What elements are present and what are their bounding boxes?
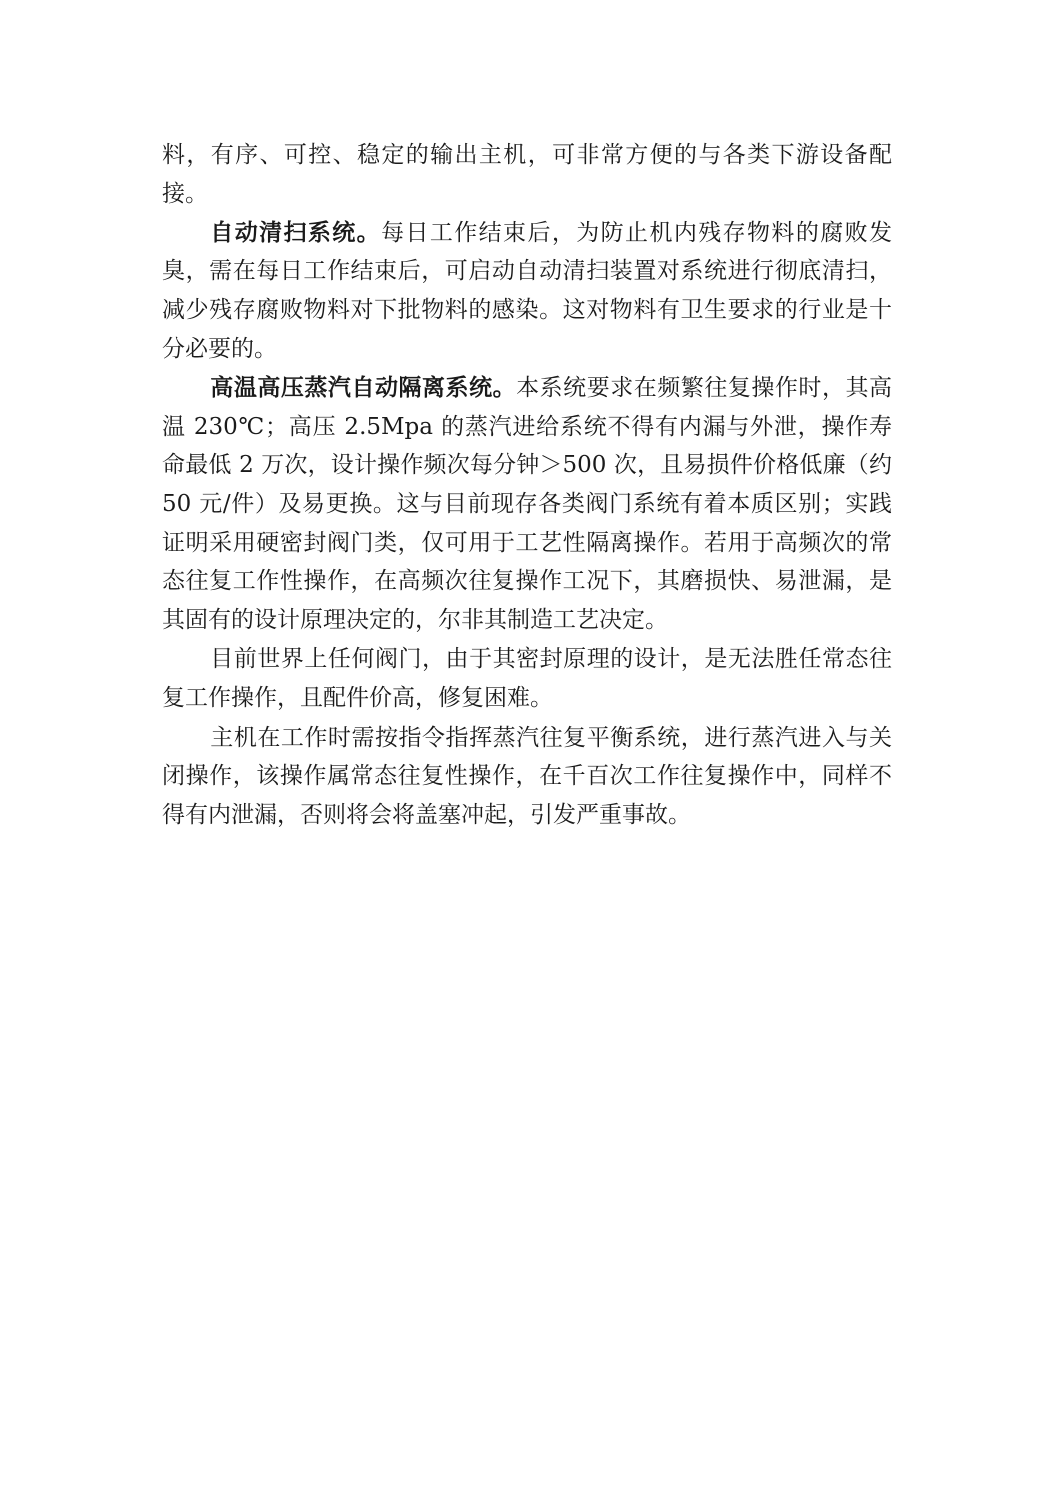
paragraph-text: 本系统要求在频繁往复操作时，其高温 230℃；高压 2.5Mpa 的蒸汽进给系统不得有内漏与外泄，操作寿命最低 2 万次，设计操作频次每分钟＞500 次，且易损件价格低廉（约 50 元/件）及易更换。这与目前现存各类阀门系统有着本质区别；实践证明采用硬密封阀门类，仅可用于工艺性隔离操作。若用于高频次的常态往复工作性操作，在高频次往复操作工况下，其磨损快、易泄漏，是其固有的设计原理决定的，尔非其制造工艺决定。 <box>162 375 893 633</box>
paragraph-auto-cleaning <box>162 214 892 368</box>
paragraph-text: 主机在工作时需按指令指挥蒸汽往复平衡系统，进行蒸汽进入与关闭操作，该操作属常态往复性操作，在千百次工作往复操作中，同样不得有内泄漏，否则将会将盖塞冲起，引发严重事故。 <box>162 724 892 828</box>
paragraph-host-operation <box>162 719 892 835</box>
paragraph-text: 料，有序、可控、稳定的输出主机，可非常方便的与各类下游设备配接。 <box>162 142 892 207</box>
paragraph-heading: 高温高压蒸汽自动隔离系统。 <box>210 374 517 402</box>
paragraph-text: 目前世界上任何阀门，由于其密封原理的设计，是无法胜任常态往复工作操作，且配件价高，修复困难。 <box>162 646 892 711</box>
document-page <box>162 136 892 834</box>
paragraph-valves <box>162 640 892 717</box>
paragraph-heading: 自动清扫系统。 <box>210 218 382 246</box>
paragraph-text: 每日工作结束后，为防止机内残存物料的腐败发臭，需在每日工作结束后，可启动自动清扫装置对系统进行彻底清扫，减少残存腐败物料对下批物料的感染。这对物料有卫生要求的行业是十分必要的。 <box>162 219 893 362</box>
paragraph-continuation <box>162 136 892 213</box>
paragraph-steam-isolation <box>162 369 892 639</box>
